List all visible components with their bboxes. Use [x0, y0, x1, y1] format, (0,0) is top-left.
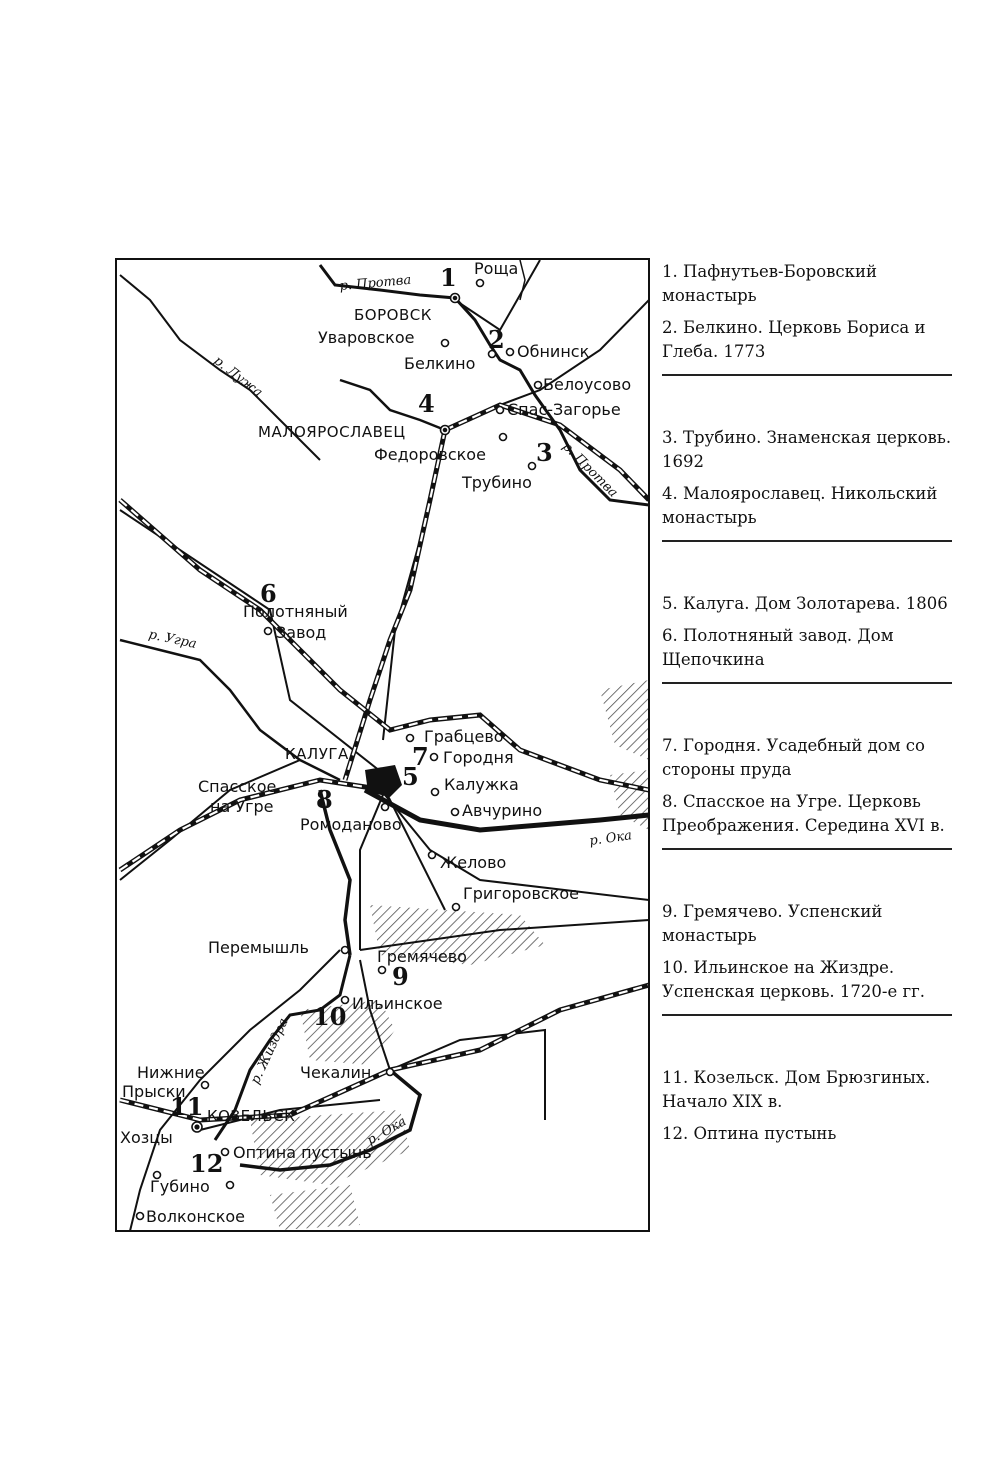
map-number-4: 4: [418, 389, 435, 418]
label-spasskoe-1: Спасское: [198, 777, 277, 796]
legend-group: [662, 590, 952, 684]
label-belousovo: Белоусово: [543, 375, 632, 394]
label-volkonskoe: Волконское: [146, 1207, 245, 1226]
label-river-oka-1: р. Ока: [588, 828, 633, 849]
legend-entry-6: 6. Полотняный завод. Дом Щепочкина: [662, 626, 894, 669]
label-peremyshl: Перемышль: [208, 938, 309, 957]
map-number-1: 1: [440, 263, 457, 292]
label-river-oka-2: р. Ока: [364, 1114, 410, 1149]
label-river-ugra: р. Угра: [147, 627, 198, 653]
kaluga-city-block: [365, 765, 402, 797]
label-ilinskoe: Ильинское: [352, 994, 443, 1013]
map-number-5: 5: [402, 762, 419, 791]
legend-entry-1: 1. Пафнутьев-Боровский монастырь: [662, 262, 877, 305]
label-romodanovo: Ромоданово: [300, 815, 402, 834]
label-polotnyany-2: Завод: [276, 623, 327, 642]
legend-entry-7: 7. Городня. Усадебный дом со стороны пруда: [662, 736, 925, 779]
label-gorodnya: Городня: [443, 748, 514, 767]
label-maloyaroslavets: МАЛОЯРОСЛАВЕЦ: [258, 423, 406, 441]
legend-entry-8: 8. Спасское на Угре. Церковь Преображения. Середина XVI в.: [662, 792, 945, 835]
label-kozelsk: КОЗЕЛЬСК: [207, 1107, 296, 1125]
map-number-8: 8: [316, 785, 333, 814]
legend-entry-5: 5. Калуга. Дом Золотарева. 1806: [662, 594, 948, 613]
label-borovsk: БОРОВСК: [354, 306, 432, 324]
legend-entry-9: 9. Гремячево. Успенский монастырь: [662, 902, 883, 945]
label-avchurino: Авчурино: [462, 801, 543, 820]
map-number-3: 3: [536, 438, 553, 467]
legend-entry-12: 12. Оптина пустынь: [662, 1124, 837, 1143]
label-optina: Оптина пустынь: [233, 1143, 372, 1162]
map-number-10: 10: [313, 1002, 347, 1031]
label-grabtsevo: Грабцево: [424, 727, 504, 746]
map-number-7: 7: [412, 742, 429, 771]
legend-group: [662, 898, 952, 1016]
label-river-luzha: р. Лужа: [210, 353, 266, 401]
map-number-6: 6: [260, 579, 277, 608]
map-number-2: 2: [488, 325, 505, 354]
label-kaluzhka: Калужка: [444, 775, 519, 794]
label-gubino: Губино: [150, 1177, 210, 1196]
label-spasskoe-2: на Угре: [210, 797, 274, 816]
label-roshcha: Роща: [474, 259, 519, 278]
legend-group: [662, 732, 952, 850]
label-nizhnie-2: Прыски: [122, 1082, 186, 1101]
label-grigorovskoe: Григоровское: [463, 884, 579, 903]
label-nizhnie-1: Нижние: [137, 1063, 205, 1082]
label-fedorovskoe: Федоровское: [374, 445, 486, 464]
legend-group: [662, 1064, 952, 1156]
label-river-protva-2: р. Протва: [559, 439, 621, 501]
label-kaluga: КАЛУГА: [285, 745, 349, 763]
legend-group: [662, 258, 952, 376]
map-number-12: 12: [190, 1149, 224, 1178]
legend-entry-10: 10. Ильинское на Жиздре. Успенская церковь. 1720-е гг.: [662, 958, 926, 1001]
label-spas-zagorye: Спас-Загорье: [507, 400, 621, 419]
label-gremyachevo: Гремячево: [377, 947, 467, 966]
label-trubino: Трубино: [462, 473, 532, 492]
legend-group: [662, 424, 952, 542]
map-number-9: 9: [392, 962, 409, 991]
legend-entry-11: 11. Козельск. Дом Брюзгиных. Начало XIX в.: [662, 1068, 931, 1111]
label-uvarovskoe: Уваровское: [318, 328, 415, 347]
place-labels: [120, 259, 631, 1226]
label-river-zhizdra: р. Жиздра: [248, 1016, 292, 1087]
legend-entry-2: 2. Белкино. Церковь Бориса и Глеба. 1773: [662, 318, 926, 361]
legend-entry-3: 3. Трубино. Знаменская церковь. 1692: [662, 428, 952, 471]
label-polotnyany-1: Полотняный: [243, 602, 348, 621]
label-obninsk: Обнинск: [517, 342, 590, 361]
map-legend: [662, 258, 952, 1156]
label-belkino: Белкино: [404, 354, 476, 373]
label-chekalin: Чекалин: [300, 1063, 372, 1082]
label-river-protva-1: р. Протва: [339, 272, 412, 294]
legend-entry-4: 4. Малоярославец. Никольский монастырь: [662, 484, 938, 527]
label-khoztsy: Хозцы: [120, 1128, 173, 1147]
map-number-11: 11: [170, 1092, 204, 1121]
label-zhelovo: Желово: [440, 853, 507, 872]
